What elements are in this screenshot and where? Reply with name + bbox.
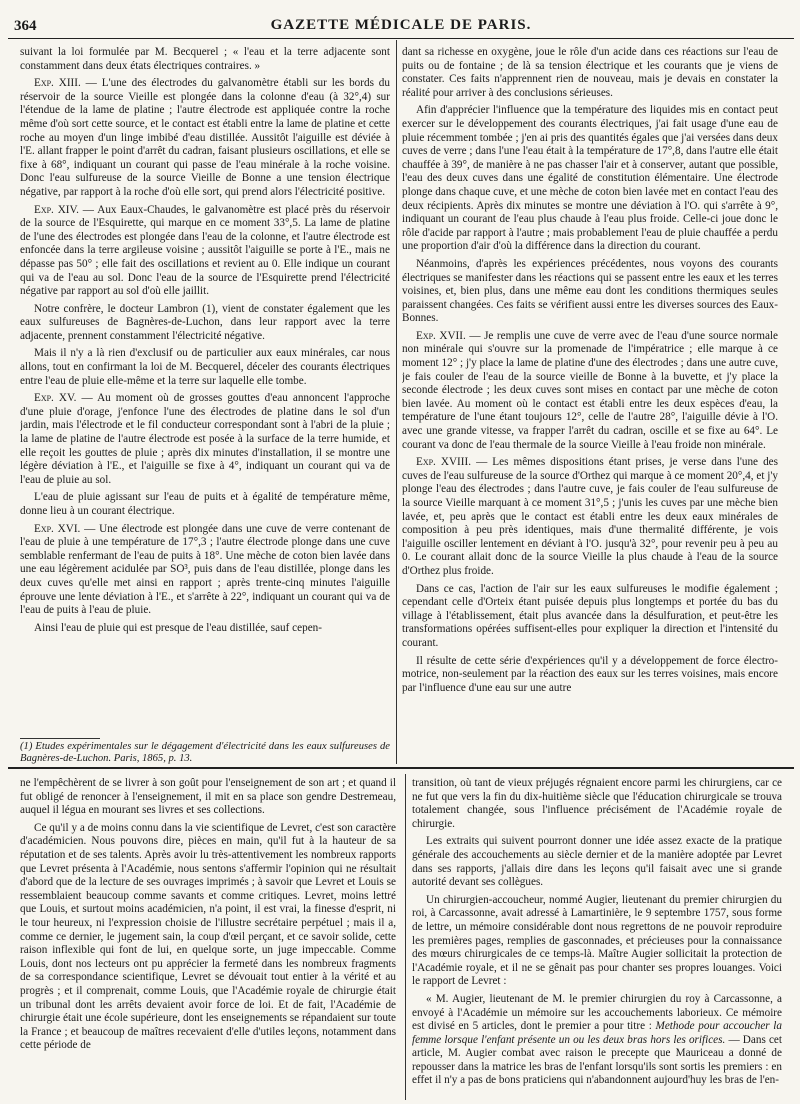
column-left-bottom — [20, 777, 396, 1099]
paragraph: dant sa richesse en oxygène, joue le rôle d'un acide dans ces réactions sur l'eau de puits ou de fontaine ; de là sa tension électrique et les courants que je viens de constater. Ces faits n'apprennent rien de nouveau, mais je devais en constater la réalité pour arriver à des conclusions sérieuses. — [402, 46, 778, 99]
page-number: 364 — [14, 18, 37, 34]
paragraph: Ce qu'il y a de moins connu dans la vie scientifique de Levret, c'est son caractère d'académicien. Nous pouvons dire, pièces en main, qu'il fut à la hauteur de sa réputation et de ses talents. Après avoir lu très-attentivement les nombreux rapports que Levret présenta à l'Académie, nous sentons s'affermir l'opinion qui ne résultait d'abord que de la lecture de ses ouvrages imprimés ; à savoir que Levret et Louis se ressemblaient beaucoup comme savants et comme critiques. Levret, moins lettré que Louis, et surtout moins académicien, n'a point, il est vrai, la finesse d'esprit, ni le tour heureux, ni l'expression choisie de l'illustre secrétaire perpétuel ; mais il a, comme ce dernier, le jugement sain, la coup d'œil perçant, et ce savoir solide, cette raison inflexible qui font de lui, en quelque sorte, un juge impeccable. Comme Louis, dont nos lecteurs ont pu apprécier la fermeté dans les nombreux fragments de sa correspondance scientifique, Levret se dévouait tout entier à la vérité et au progrès ; et il comprenait, comme Louis, que l'Académie royale de chirurgie était un tribunal dont les arrêts devaient avoir force de loi. Et de fait, l'Académie de chirurgie était une école supérieure, dont les enseignements se répandaient sur toute la France ; et beaucoup de maîtres recevaient d'elle d'utiles leçons, notamment dans cette période de — [20, 821, 396, 1052]
experiment-16 — [20, 523, 390, 618]
column-left-top — [20, 46, 390, 754]
paragraph: L'eau de pluie agissant sur l'eau de puits et à égalité de température même, donne lieu à un courant électrique. — [20, 491, 390, 517]
experiment-label: Exp. XIV. — [34, 203, 79, 216]
paragraph: Néanmoins, d'après les expériences précédentes, nous voyons des courants électriques se manifester dans les réactions qui se passent entre les eaux et les terres voisines, et, bien plus, dans une même eau dont les conditions thermiques seules paraissent changées. Ces faits se vérifient aussi entre les diverses sources des Eaux-Bonnes. — [402, 257, 778, 325]
experiment-text: — L'une des électrodes du galvanomètre établi sur les bords du réservoir de la source Vieille est plongée dans la colonne d'eau (à 32°,4) sur l'étendue de la lame de platine ; l'autre électrode est appliquée contre la roche même d'où sort cette source, et le contact est établi entre la lame de platine et cette roche au moyen d'un linge imbibé d'eau distillée. Aussitôt l'aiguille est déviée à l'E. allant frapper le point d'arrêt du cadran, faisant plusieurs oscillations, et elle se fixe à 68°, indiquant un courant qui passe de l'eau minérale à la roche voisine. Donc l'eau sulfureuse de la source Vieille de Bonne a une tension électrique négative, par rapport à la roche d'où elle sort, qui prend alors l'électricité positive. — [20, 77, 390, 198]
section-divider — [8, 767, 794, 769]
paragraph: transition, où tant de vieux préjugés régnaient encore parmi les chirurgiens, car ce ne fut que vers la fin du dix-huitième siècle que l'éducation chirurgicale se trouva totalement changée, sous l'influence précisément de l'Académie royale de chirurgie. — [412, 777, 782, 830]
experiment-label: Exp. XVI. — [34, 522, 81, 535]
experiment-label: Exp. XIII. — [34, 77, 81, 90]
experiment-text: — Aux Eaux-Chaudes, le galvanomètre est placé près du réservoir de la source de l'Esquirette, qui marque en ce moment 33°,5. La lame de platine de l'une des électrodes est plongée dans l'eau de la colonne, et l'autre électrode est enfoncée dans la terre argileuse voisine ; aussitôt l'aiguille se porte à l'E., mais ne dépasse pas 50° ; elle fait des oscillations et revient au 0. Elle indique un courant qui va de l'eau au sol. Donc l'eau de la source de l'Esquirette prend l'électricité négative par rapport au sol d'où elle jaillit. — [20, 203, 390, 298]
experiment-14 — [20, 204, 390, 299]
page-header — [8, 16, 794, 39]
experiment-label: Exp. XVIII. — [416, 456, 472, 469]
paragraph: Il résulte de cette série d'expériences qu'il y a développement de force électro-motrice, non-seulement par la réaction des eaux sur les terres voisines, mais encore par l'influence d'une eau sur une autre — [402, 654, 778, 694]
experiment-label: Exp. XV. — [34, 392, 77, 405]
experiment-text: — Au moment où de grosses gouttes d'eau annoncent l'approche d'une pluie d'orage, j'enfonce l'une des électrodes de platine dans le sol d'un jardin, mais l'électrode et le fil conducteur correspondant sont à l'abri de la pluie ; la lame de platine de l'autre électrode est posée à la surface de la terre humide, et elle reçoit les gouttes de pluie ; après dix minutes d'installation, il se montre une légère déviation à l'E., et l'aiguille se fixe à 4°, indiquant un courant qui va de l'eau de pluie au sol. — [20, 392, 390, 486]
quote-text: — Dans cet article, M. Augier combat avec raison le precepte que Mauriceau a donné de repousser dans la matrice les bras de l'enfant lorsqu'ils sont sortis les premiers : en effet il n'y a pas de bons praticiens qui n'abandonnent aujourd'huy les bras de l'en- — [412, 1033, 782, 1087]
paragraph: Ainsi l'eau de pluie qui est presque de l'eau distillée, sauf cepen- — [34, 621, 322, 634]
paragraph: suivant la loi formulée par M. Becquerel ; « l'eau et la terre adjacente sont constamment dans deux états électriques contraires. » — [20, 46, 390, 72]
paragraph: Mais il n'y a là rien d'exclusif ou de particulier aux eaux minérales, car nous allons, tout en confirmant la loi de M. Becquerel, déceler des courants électriques entre l'eau de pluie elle-même et la terre sur laquelle elle tombe. — [20, 347, 390, 387]
paragraph: Notre confrère, le docteur Lambron (1), vient de constater également que les eaux sulfureuses de Bagnères-de-Luchon, dans leur rapport avec la terre adjacente, prennent constamment l'électricité négative. — [20, 302, 390, 342]
column-divider-top — [396, 40, 397, 764]
column-right-bottom — [412, 777, 782, 1099]
experiment-15 — [20, 392, 390, 487]
quote-title: Methode pour accoucher la femme lorsque l'enfant présente un ou les deux bras hors les orifices. — [412, 1020, 782, 1046]
quote-text: « M. Augier, lieutenant de M. le premier chirurgien du roy à Carcassonne, a envoyé à l'Académie un mémoire sur les accouchements laborieux. Ce mémoire est divisé en 5 articles, dont le premier a pour titre : — [412, 992, 782, 1033]
experiment-18 — [402, 456, 778, 578]
footnote-rule — [20, 738, 100, 739]
column-divider-bottom — [405, 774, 406, 1100]
experiment-label: Exp. XVII. — [416, 329, 466, 342]
journal-title: GAZETTE MÉDICALE DE PARIS. — [270, 17, 532, 33]
experiment-text: — Je remplis une cuve de verre avec de l'eau d'une source normale non minérale qui s'ouvre sur la promenade de l'impératrice ; elle marque à ce moment 12° ; j'y place la lame de platine d'une des électrodes ; dans une autre cuve, je fais couler de l'eau de la source vieille de Bonne à la buvette, et j'y place la seconde électrode ; les deux cuves sont mises en contact par une mèche de coton bien lavée. Au moment où le contact est établi entre les deux espèces d'eau, la température de l'une étant toujours 12°, celle de l'autre 28°, l'aiguille dévie à l'O. avec une grande vitesse, va frapper l'arrêt du cadran, oscille et se fixe au 64°. Le courant va donc de l'eau thermale de la source Vieille à l'eau froide non minérale. — [402, 329, 778, 451]
column-right-top — [402, 46, 778, 760]
paragraph: Les extraits qui suivent pourront donner une idée assez exacte de la pratique générale des accouchements au siècle dernier et de la manière adoptée par Levret dans ses rapports, j'allais dire dans les leçons qu'il faisait avec une si grande autorité devant ses collègues. — [412, 835, 782, 889]
paragraph: Dans ce cas, l'action de l'air sur les eaux sulfureuses le modifie également ; cependant celle d'Orteix étant puisée depuis plus longtemps et portée du bas du village à l'établissement, était plus avancée dans la désulfuration, et peut-être les transformations opérées suffisent-elles pour expliquer la direction et l'intensité du courant. — [402, 582, 778, 649]
paragraph: ne l'empêchèrent de se livrer à son goût pour l'enseignement de son art ; et quand il fut obligé de renoncer à l'enseignement, il mit en sa place son gendre Destremeau, auquel il légua en mourant ses livres et ses collections. — [20, 777, 396, 817]
experiment-17 — [402, 330, 778, 452]
paragraph: Un chirurgien-accoucheur, nommé Augier, lieutenant du premier chirurgien du roi, à Carcassonne, avait adressé à Lamartinière, le 9 septembre 1757, sous forme de lettre, un mémoire considérable dont nous regrettons de ne pouvoir reproduire les premières pages, remplies de gasconnades, et précieuses pour la connaissance des mœurs chirurgicales de ce temps-là. Maître Augier sollicitait la protection de l'Académie royale, et il ne se gênait pas pour chanter ses propres louanges. Voici le rapport de Levret : — [412, 893, 782, 988]
quoted-report — [412, 993, 782, 1088]
experiment-text: — Une électrode est plongée dans une cuve de verre contenant de l'eau de pluie à une température de 17°,3 ; l'autre électrode plonge dans une cuve semblable renfermant de l'eau de puits à 18°. Une mèche de coton bien lavée dans une eau légèrement acidulée par SO³, puis dans de l'eau distillée, plonge dans les deux cuves qu'elle met ainsi en rapport ; après trente-cinq minutes l'aiguille éprouve une lente déviation à l'E., et s'arrête à 22°, indiquant un courant qui va de l'eau de puits à l'eau de pluie. — [20, 522, 390, 617]
footnote: (1) Etudes expérimentales sur le dégagement d'électricité dans les eaux sulfureuses de Bagnères-de-Luchon. Paris, 1865, p. 13. — [20, 741, 390, 765]
experiment-text: — Les mêmes dispositions étant prises, je verse dans l'une des cuves de l'eau sulfureuse de la source d'Orthez qui marque à ce moment 20°,4, et j'y plonge l'eau des électrodes ; dans l'autre cuve, je fais couler de l'eau sulfureuse de la source Vieille marquant à ce moment 31°,5 ; j'unis les cuves par une mèche bien lavée, et, peu après que le contact est établi entre les deux eaux minérales de composition à peu près identiques, mais d'une thermalité différente, je vois l'aiguille osciller lentement en déviant à l'O. jusqu'à 32°, pour revenir peu à peu au 0. Le courant allait donc de la source Vieille la plus chaude à l'eau de la source d'Orthez plus froide. — [402, 456, 778, 577]
experiment-13 — [20, 77, 390, 199]
paragraph: Afin d'apprécier l'influence que la température des liquides mis en contact peut exercer sur le développement des courants électriques, j'ai fait usage d'une eau de pluie récemment tombée ; j'en ai pris des quantités égales que j'ai versées dans deux cuves de verre ; dans l'une l'eau était à la température de 17°,8, dans l'autre elle était chauffée à 39°, de manière à ne pas chasser l'air et à conserver, autant que possible, l'eau des deux cuves dans une égalité de constitution élémentaire. Une électrode plonge dans chaque cuve, et une mèche de coton bien lavée met en contact l'eau des deux récipients. Après dix minutes se montre une déviation à l'O. qui s'arrête à 9°, indiquant un courant de l'eau plus chaude à l'eau plus froide. Celle-ci joue donc le rôle d'acide par rapport à l'autre ; mais probablement l'eau de pluie chauffée a perdu une proportion d'air d'où la différence dans la direction du courant. — [402, 104, 778, 253]
